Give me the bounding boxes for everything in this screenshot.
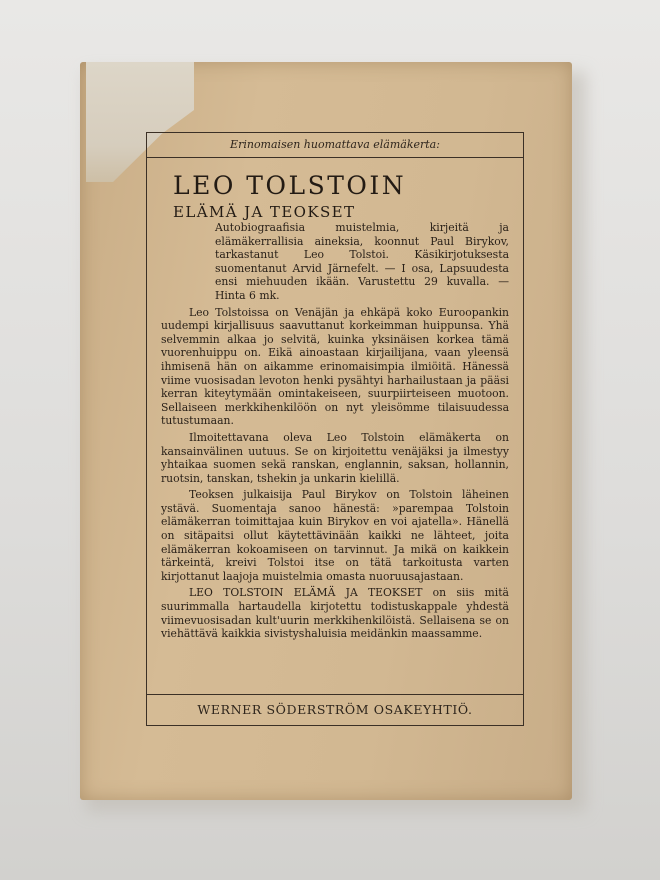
advertisement-frame — [146, 132, 524, 726]
paragraph: Teoksen julkaisija Paul Birykov on Tolstoin läheinen ystävä. Suomentaja sanoo hänestä: »parempaa Tolstoin elämäkerran toimittajaa kuin Birykov en voi ajatella». Hänellä on sitäpaitsi ollut käytettävinään kaikki ne lähteet, joita elämäkerran kokoamiseen on tarvinnut. Ja mikä on kaikkein tärkeintä, kreivi Tolstoi itse on tätä tarkoitusta varten kirjottanut laajoja muistelmia omasta nuoruusajastaan. — [161, 488, 509, 583]
publisher-footer: WERNER SÖDERSTRÖM OSAKEYHTIÖ. — [147, 694, 523, 725]
advertisement-body — [147, 221, 523, 641]
book-title: LEO TOLSTOIN — [173, 171, 407, 200]
paragraph: LEO TOLSTOIN ELÄMÄ JA TEOKSET on siis mitä suurimmalla hartaudella kirjotettu todistuskappale yhdestä viimevuosisadan kult'uurin merkkihenkilöistä. Sellaisena se on viehättävä kaikkia sivistyshaluisia meidänkin maassamme. — [161, 586, 509, 641]
header-italic: Erinomaisen huomattava elämäkerta: — [147, 133, 523, 158]
intro-paragraph: Autobiograafisia muistelmia, kirjeitä ja elämäkerrallisia aineksia, koonnut Paul Birykov, tarkastanut Leo Tolstoi. Käsikirjotuksesta suomentanut Arvid Järnefelt. — I osa, Lapsuudesta ensi miehuuden ikään. Varustettu 29 kuvalla. — Hinta 6 mk. — [215, 221, 509, 302]
paragraph: Leo Tolstoissa on Venäjän ja ehkäpä koko Euroopankin uudempi kirjallisuus saavuttanut korkeimman huippunsa. Yhä selvemmin alkaa jo selvitä, kuinka yksinäisen korkea tämä vuorenhuippu on. Eikä ainoastaan kirjailijana, vaan yleensä ihmisenä hän on aikamme erinomaisimpia ilmiöitä. Hänessä viime vuosisadan levoton henki pysähtyi harhailustaan ja pääsi kerran kiteytymään omintakeiseen, suurpiirteiseen muotoon. Sellaiseen merkkihenkilöön on nyt yleisömme tilaisuudessa tutustumaan. — [161, 305, 509, 428]
book-subtitle: ELÄMÄ JA TEOKSET — [173, 203, 356, 221]
paragraph: Ilmoitettavana oleva Leo Tolstoin elämäkerta on kansainvälinen uutuus. Se on kirjoitettu venäjäksi ja ilmestyy yhtaikaa suomen sekä ranskan, englannin, saksan, hollannin, ruotsin, tanskan, tshekin ja unkarin kielillä. — [161, 430, 509, 485]
